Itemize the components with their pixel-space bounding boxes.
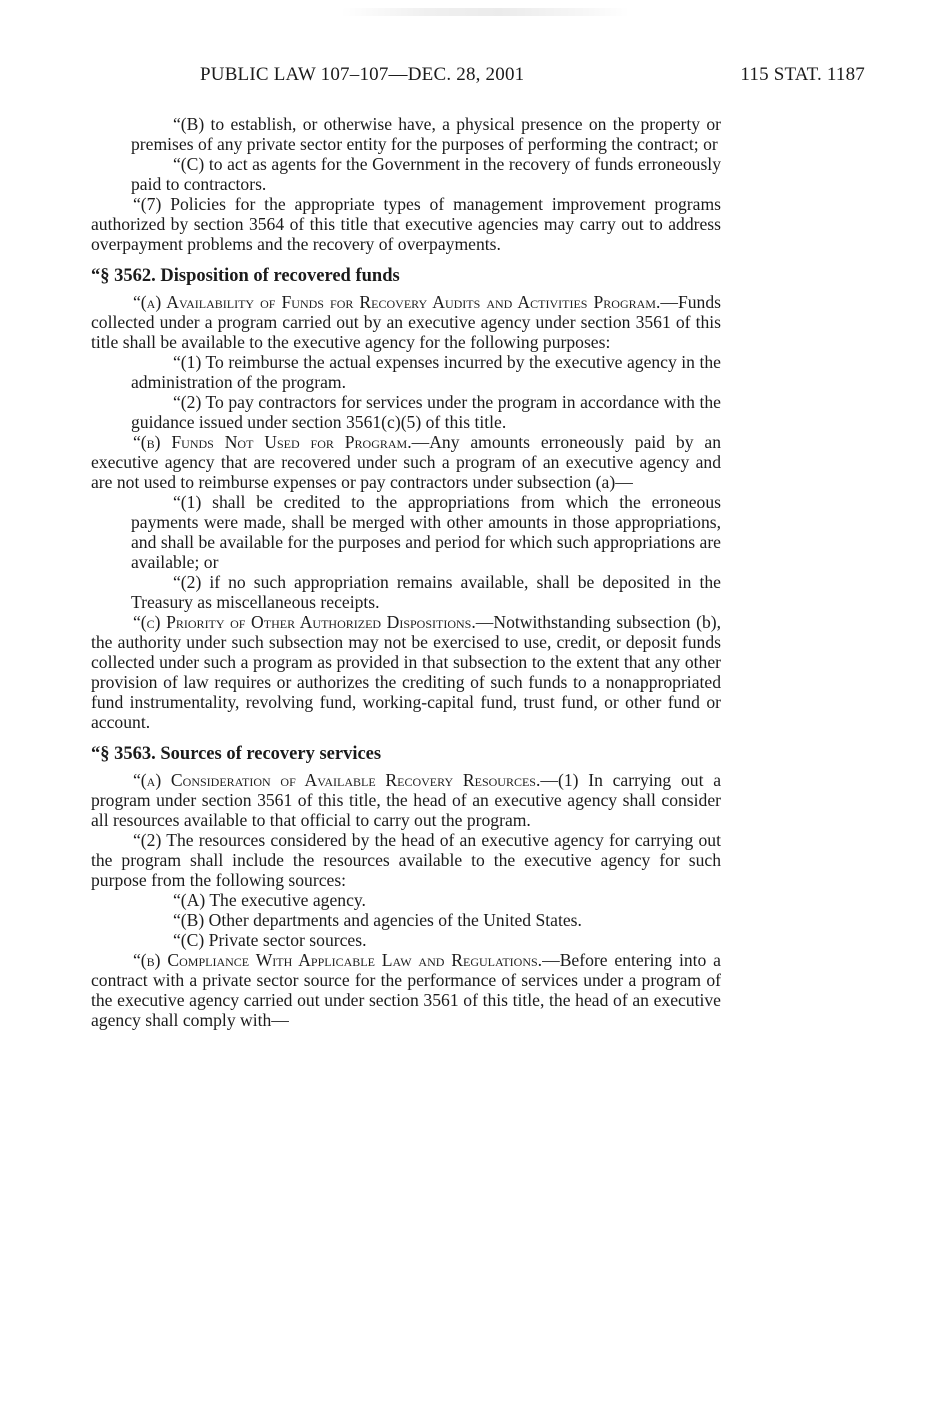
subsection-a-heading: “(a) Availability of Funds for Recovery Audits and Activities Program. [133,292,661,312]
subsection-c-heading: “(c) Priority of Other Authorized Dispositions. [133,612,476,632]
subsection-3563-a [91,770,721,830]
stat-page-number: 115 STAT. 1187 [740,64,865,85]
paragraph-3563-a2: “(2) The resources considered by the head of an executive agency for carrying out the program shall include the resources available to the executive agency for such purpose from the following sources: [91,830,721,890]
scan-artifact [340,8,630,16]
paragraph-3563-A: “(A) The executive agency. [173,890,366,910]
subsection-c-text: —Notwithstanding subsection (b), the authority under such subsection may not be exercised to use, credit, or deposit funds collected under such a program as provided in that subsection to the extent that any other provision of law requires or authorizes the crediting of such funds to a nonappropriated fund instrumentality, revolving fund, working-capital fund, trust fund, or other fund or account. [91,612,721,732]
subsection-3563-a-text: —(1) In carrying out a program under section 3561 of this title, the head of an executive agency shall consider all resources available to that official to carry out the program. [91,770,722,830]
document-body [91,114,721,1030]
paragraph-3563-C: “(C) Private sector sources. [173,930,367,950]
subsection-3563-b-text: —Before entering into a contract with a private sector source for the performance of services under a program of the executive agency carried out under section 3561 of this title, the head of an executive agency shall comply with— [91,950,721,1030]
subsection-c [91,612,721,732]
subsection-b [91,432,721,492]
paragraph-b-establish: “(B) to establish, or otherwise have, a physical presence on the property or premises of any private sector entity for the purposes of performing the contract; or [131,114,721,154]
paragraph-3563-B: “(B) Other departments and agencies of the United States. [173,910,582,930]
page-header [200,64,865,94]
paragraph-7-policies: “(7) Policies for the appropriate types of management improvement programs authorized by section 3564 of this title that executive agencies may carry out to address overpayment problems and the recovery of overpayments. [91,194,721,254]
subsection-b-text: —Any amounts erroneously paid by an executive agency that are recovered under such a program of an executive agency and are not used to reimburse expenses or pay contractors under subsection (a)— [91,432,721,492]
subsection-a [91,292,721,352]
subsection-3563-b [91,950,721,1030]
paragraph-a1: “(1) To reimburse the actual expenses incurred by the executive agency in the administration of the program. [131,352,721,392]
section-heading-3562: “§ 3562. Disposition of recovered funds [91,266,400,286]
subsection-a-text: —Funds collected under a program carried out by an executive agency under section 3561 of this title shall be available to the executive agency for the following purposes: [91,292,721,352]
paragraph-b2: “(2) if no such appropriation remains available, shall be deposited in the Treasury as miscellaneous receipts. [131,572,721,612]
subsection-b-heading: “(b) Funds Not Used for Program. [133,432,412,452]
section-heading-3563: “§ 3563. Sources of recovery services [91,744,382,764]
running-head: PUBLIC LAW 107–107—DEC. 28, 2001 [200,64,525,85]
paragraph-b1: “(1) shall be credited to the appropriations from which the erroneous payments were made, shall be merged with other amounts in those appropriations, and shall be available for the purposes and period for which such appropriations are available; or [131,492,721,572]
subsection-3563-b-heading: “(b) Compliance With Applicable Law and Regulations. [133,950,543,970]
subsection-3563-a-heading: “(a) Consideration of Available Recovery Resources. [133,770,541,790]
paragraph-c-agents: “(C) to act as agents for the Government in the recovery of funds erroneously paid to contractors. [131,154,721,194]
paragraph-a2: “(2) To pay contractors for services under the program in accordance with the guidance issued under section 3561(c)(5) of this title. [131,392,721,432]
